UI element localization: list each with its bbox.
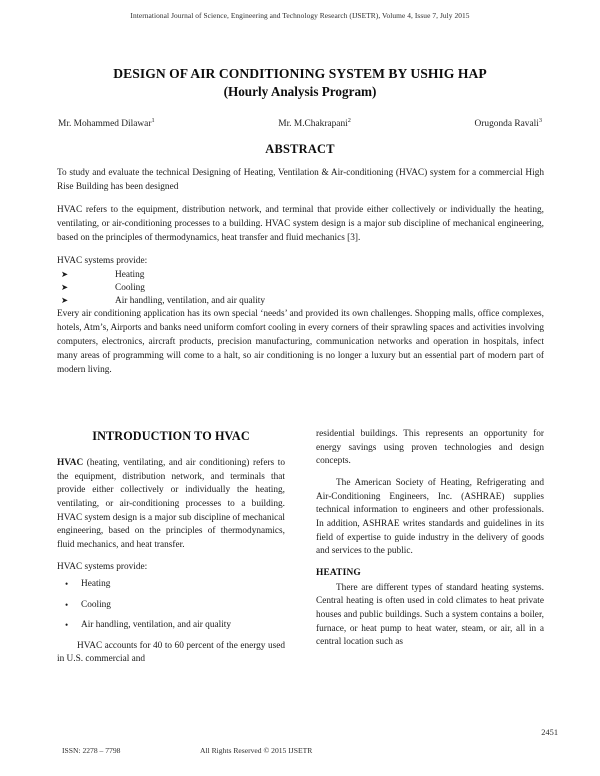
footer-issn: ISSN: 2278 – 7798 bbox=[62, 746, 121, 755]
list-item bbox=[57, 619, 285, 632]
abstract-list-item-label: Air handling, ventilation, and air quality bbox=[115, 296, 266, 306]
author-1 bbox=[58, 116, 155, 129]
left-column bbox=[57, 428, 285, 675]
left-column-paragraph-2: HVAC accounts for 40 to 60 percent of the energy used in U.S. commercial and bbox=[57, 640, 285, 665]
dot-bullet-icon: • bbox=[65, 620, 69, 631]
abstract-heading: ABSTRACT bbox=[265, 142, 335, 156]
left-column-list-item-label: Air handling, ventilation, and air quality bbox=[81, 620, 232, 631]
paper-title-line-1: DESIGN OF AIR CONDITIONING SYSTEM BY USHIG HAP bbox=[113, 66, 487, 81]
arrow-bullet-icon: ➤ bbox=[61, 282, 69, 292]
author-2 bbox=[278, 116, 351, 129]
list-item bbox=[57, 282, 544, 295]
author-3-affiliation-marker: 3 bbox=[538, 116, 542, 124]
right-column-paragraph-1: residential buildings. This represents an opportunity for energy savings using proven technologies and design concepts. bbox=[316, 429, 544, 467]
abstract-arrow-list bbox=[57, 269, 544, 309]
abstract-paragraph-3: Every air conditioning application has its own special ‘needs’ and provided its own challenges. Shopping malls, office complexes, hotels, Atm’s, Airports and banks need uniform comfort cooling in every corners of their sprawling spaces and activities involving computers, electronics, aircraft products, precision manufacturing, communication networks and operation in hospitals, infect many areas of programming will come to a halt, so air conditioning is no longer a luxury but an essential part of modern part of modern living. bbox=[57, 309, 544, 375]
left-column-list-item-label: Cooling bbox=[81, 599, 111, 610]
left-column-paragraph-1-lead: HVAC bbox=[57, 457, 84, 468]
sub-heading-heating: HEATING bbox=[316, 567, 361, 578]
running-header: International Journal of Science, Engineering and Technology Research (IJSETR), Volume 4, Issue 7, July 2015 bbox=[130, 11, 470, 20]
dot-bullet-icon: • bbox=[65, 579, 69, 590]
left-column-paragraph-1 bbox=[57, 457, 285, 553]
right-column-paragraph-2: The American Society of Heating, Refrigerating and Air-Conditioning Engineers, Inc. (ASHRAE) supplies technical information to engineers and other professionals. In addition, ASHRAE writes standards and guidelines in its field of expertise to guide industry in the delivery of goods and services to the public. bbox=[316, 477, 544, 557]
left-column-paragraph-1-rest: (heating, ventilating, and air conditioning) refers to the equipment, distribution network, and terminals that provide either collectively or individually the heating, ventilating, or air-conditioning processes to a building. HVAC system design is a major sub discipline of mechanical engineering, based on the principles of thermodynamics, fluid mechanics, and heat transfer. bbox=[57, 457, 285, 550]
left-column-bullet-list bbox=[57, 578, 285, 632]
footer-rights: All Rights Reserved © 2015 IJSETR bbox=[200, 746, 313, 755]
left-column-list-item-label: Heating bbox=[81, 579, 111, 590]
arrow-bullet-icon: ➤ bbox=[61, 269, 69, 279]
abstract-list-item-label: Cooling bbox=[115, 282, 145, 293]
left-column-list-intro: HVAC systems provide: bbox=[57, 561, 148, 572]
author-2-name: Mr. M.Chakrapani bbox=[278, 119, 348, 129]
author-3 bbox=[474, 116, 542, 129]
abstract-list-item-label: Heating bbox=[115, 269, 145, 280]
list-item bbox=[57, 269, 544, 282]
arrow-bullet-icon: ➤ bbox=[61, 296, 69, 305]
author-1-name: Mr. Mohammed Dilawar bbox=[58, 119, 152, 129]
authors-row bbox=[58, 116, 542, 129]
list-item bbox=[57, 599, 285, 612]
title-block bbox=[40, 66, 560, 101]
abstract-body bbox=[57, 167, 544, 378]
abstract-list-intro: HVAC systems provide: bbox=[57, 255, 148, 266]
list-item bbox=[57, 578, 285, 591]
abstract-paragraph-1: To study and evaluate the technical Designing of Heating, Ventilation & Air-conditioning (HVAC) system for a commercial High Rise Building has been designed bbox=[57, 168, 544, 192]
right-column bbox=[316, 428, 544, 675]
page-number: 2451 bbox=[541, 728, 558, 737]
right-column-paragraph-3: There are different types of standard heating systems. Central heating is often used in cold climates to heat private houses and public buildings. Such a system contains a boiler, furnace, or heat pump to heat water, steam, or air, all in a central location such as bbox=[316, 582, 544, 648]
author-2-affiliation-marker: 2 bbox=[347, 116, 351, 124]
section-heading-introduction: INTRODUCTION TO HVAC bbox=[92, 429, 250, 443]
paper-title-line-2: (Hourly Analysis Program) bbox=[223, 83, 377, 99]
body-columns bbox=[57, 428, 544, 675]
dot-bullet-icon: • bbox=[65, 599, 69, 610]
author-3-name: Orugonda Ravali bbox=[474, 119, 539, 129]
author-1-affiliation-marker: 1 bbox=[151, 116, 155, 124]
list-item bbox=[57, 295, 544, 308]
abstract-paragraph-2: HVAC refers to the equipment, distribution network, and terminal that provide either collectively or individually the heating, ventilating, or air-conditioning processes to a building. HVAC system design is a major sub discipline of mechanical engineering, based on the principles of thermodynamics, heat transfer and fluid mechanics [3]. bbox=[57, 204, 544, 243]
